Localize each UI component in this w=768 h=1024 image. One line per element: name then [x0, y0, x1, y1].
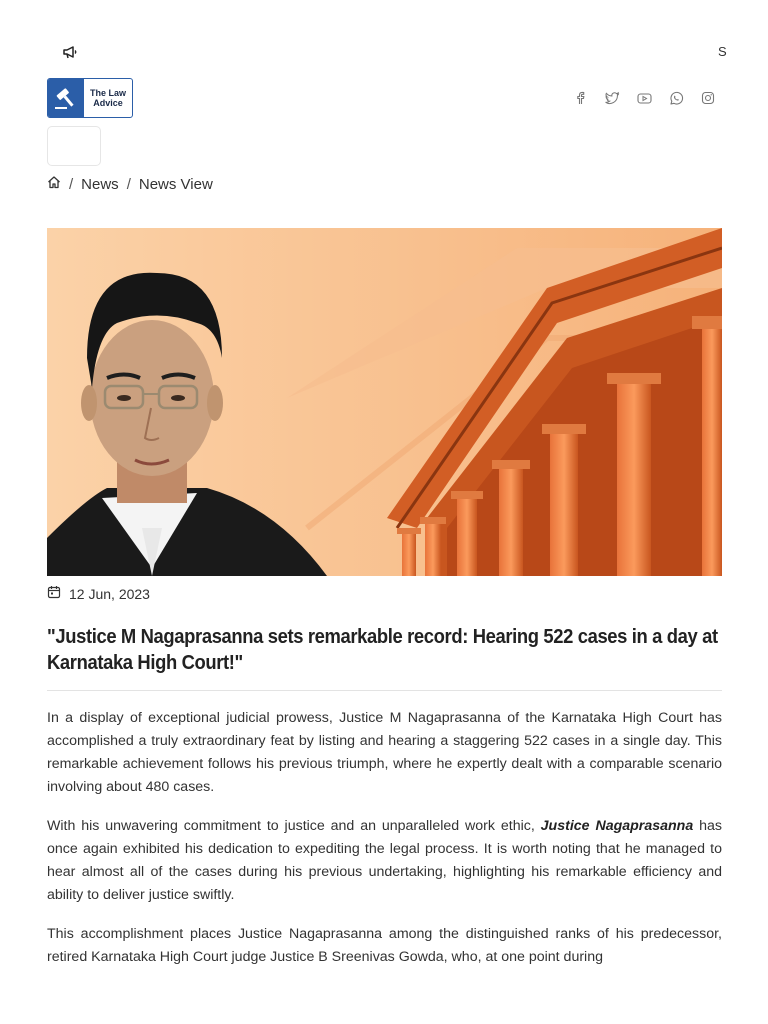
article-body — [47, 707, 722, 985]
article-paragraph-3: This accomplishment places Justice Nagaprasanna among the distinguished ranks of his predecessor, retired Karnataka High Court judge Justice B Sreenivas Gowda, who, at one point during — [47, 926, 722, 965]
article-date — [47, 585, 150, 602]
article-paragraph-2 — [47, 815, 722, 907]
instagram-icon[interactable] — [700, 90, 716, 106]
article-hero-image — [47, 228, 722, 576]
logo-line-1: The Law — [89, 88, 126, 98]
top-bar — [0, 0, 768, 70]
paragraph-2-text-b: has once again exhibited his dedication to expediting the legal process. It is worth noting that he managed to hear almost all of the cases during his previous undertaking, highlighting his remarkable efficiency and ability to deliver justice swiftly. — [47, 818, 722, 903]
logo-line-2: Advice — [93, 98, 123, 108]
youtube-icon[interactable] — [636, 90, 652, 106]
menu-toggle-button[interactable] — [47, 126, 101, 166]
logo-text — [84, 79, 132, 117]
title-divider — [47, 690, 722, 691]
article-title: "Justice M Nagaprasanna sets remarkable record: Hearing 522 cases in a day at Karnataka High Court!" — [47, 626, 718, 674]
breadcrumb — [47, 175, 213, 193]
paragraph-2-text-a: With his unwavering commitment to justice and an unparalleled work ethic, — [47, 818, 541, 834]
breadcrumb-separator: / — [69, 175, 74, 193]
whatsapp-icon[interactable] — [668, 90, 684, 106]
calendar-icon — [47, 585, 69, 602]
ticker-text: S — [718, 44, 727, 59]
article-paragraph-1: In a display of exceptional judicial prowess, Justice M Nagaprasanna of the Karnataka High Court has accomplished a truly extraordinary feat by listing and hearing a staggering 522 cases in a single day. This remarkable achievement follows his previous triumph, where he expertly dealt with a comparable scenario involving about 480 cases. — [47, 710, 722, 795]
facebook-icon[interactable] — [572, 90, 588, 106]
emphasis-justice-name: Justice Nagaprasanna — [540, 818, 694, 834]
date-text: 12 Jun, 2023 — [69, 585, 150, 602]
twitter-icon[interactable] — [604, 90, 620, 106]
gavel-icon — [48, 79, 84, 117]
megaphone-icon — [62, 45, 78, 59]
breadcrumb-news-link[interactable]: News — [81, 175, 119, 193]
site-logo[interactable] — [47, 78, 133, 118]
breadcrumb-separator: / — [126, 175, 131, 193]
home-icon[interactable] — [47, 175, 61, 193]
breadcrumb-current: News View — [138, 175, 213, 193]
social-links — [572, 90, 716, 106]
